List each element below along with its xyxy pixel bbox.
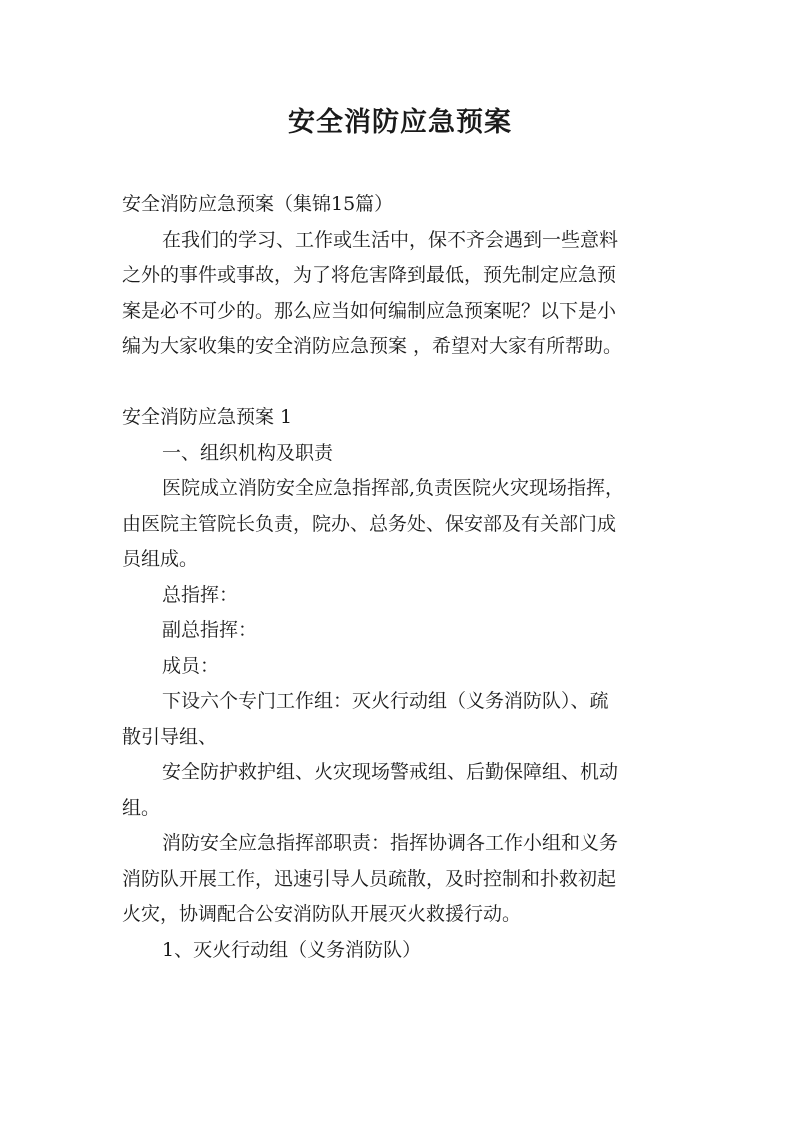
section-heading: 安全消防应急预案 1 — [122, 406, 293, 428]
paragraph-line: 医院成立消防安全应急指挥部,负责医院火灾现场指挥， — [162, 477, 625, 499]
paragraph-line: 消防队开展工作，迅速引导人员疏散，及时控制和扑救初起 — [122, 867, 617, 890]
paragraph-line: 组。 — [122, 796, 161, 819]
blank-line — [122, 365, 697, 401]
field-label: 总指挥： — [162, 583, 239, 606]
paragraph-line: 员组成。 — [122, 548, 199, 570]
paragraph-line: 散引导组、 — [122, 725, 218, 748]
paragraph-line: 下设六个专门工作组：灭火行动组（义务消防队）、疏 — [162, 690, 609, 712]
paragraph-line: 由医院主管院长负责，院办、总务处、保安部及有关部门成 — [122, 512, 617, 535]
list-heading: 1、灭火行动组（义务消防队） — [162, 938, 422, 961]
paragraph-line: 火灾，协调配合公安消防队开展灭火救援行动。 — [122, 903, 522, 925]
document-body — [122, 187, 697, 968]
paragraph-line: 编为大家收集的安全消防应急预案 ，希望对大家有所帮助。 — [122, 335, 623, 357]
paragraph-line: 案是必不可少的。那么应当如何编制应急预案呢？以下是小 — [122, 299, 617, 322]
paragraph-line: 消防安全应急指挥部职责：指挥协调各工作小组和义务 — [162, 832, 619, 854]
document-title: 安全消防应急预案 — [288, 107, 512, 138]
field-label: 副总指挥： — [162, 619, 258, 641]
subtitle-line: 安全消防应急预案（集锦15篇） — [122, 193, 394, 215]
subsection-heading: 一、组织机构及职责 — [162, 441, 334, 464]
field-label: 成员： — [162, 654, 220, 677]
paragraph-line: 在我们的学习、工作或生活中，保不齐会遇到一些意料 — [162, 228, 619, 251]
paragraph-line: 之外的事件或事故，为了将危害降到最低，预先制定应急预 — [122, 264, 617, 286]
paragraph-line: 安全防护救护组、火灾现场警戒组、后勤保障组、机动 — [162, 761, 619, 783]
